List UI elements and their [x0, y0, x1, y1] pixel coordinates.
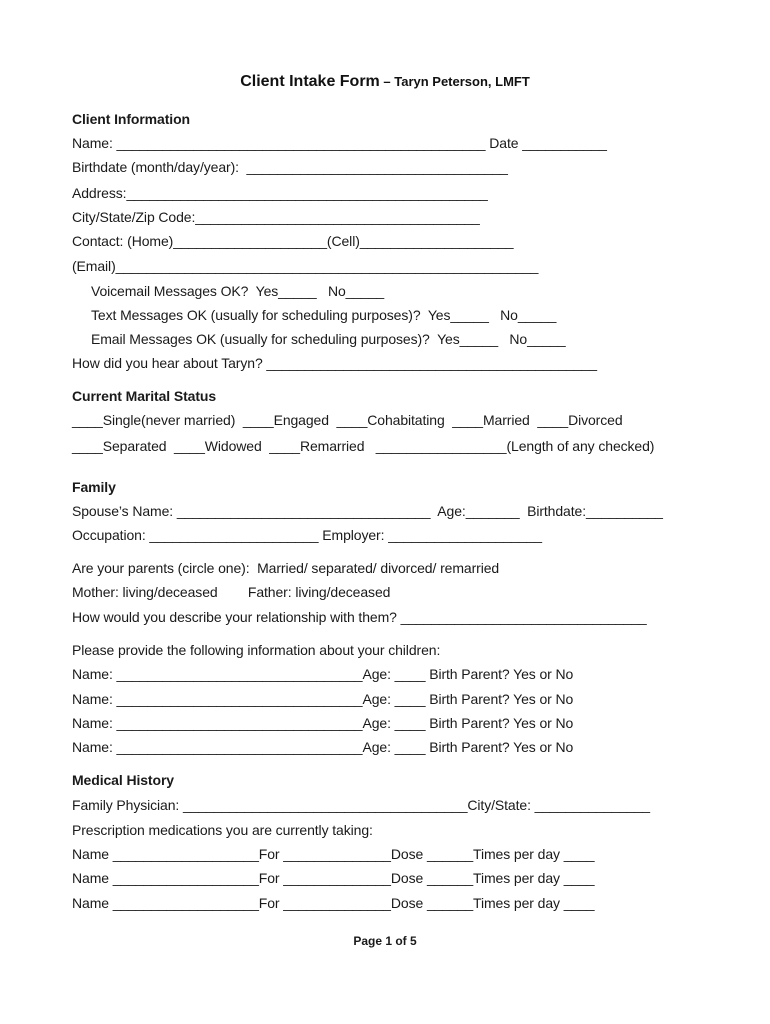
voicemail-ok-field[interactable]: Voicemail Messages OK? Yes_____ No_____	[91, 283, 385, 299]
form-title-main: Client Intake Form	[240, 73, 380, 90]
form-title	[0, 73, 770, 91]
client-info-heading: Client Information	[72, 111, 190, 127]
text-messages-ok-field[interactable]: Text Messages OK (usually for scheduling purposes)? Yes_____ No_____	[91, 307, 557, 323]
medication-row[interactable]: Name ___________________For ______________Dose ______Times per day ____	[72, 846, 595, 862]
parents-status-field[interactable]: Are your parents (circle one): Married/ separated/ divorced/ remarried	[72, 560, 500, 576]
child-row[interactable]: Name: ________________________________Age: ____ Birth Parent? Yes or No	[72, 691, 574, 707]
address-field[interactable]: Address:_______________________________________________	[72, 185, 488, 201]
medication-row[interactable]: Name ___________________For ______________Dose ______Times per day ____	[72, 895, 595, 911]
marital-status-options-row-2[interactable]: ____Separated ____Widowed ____Remarried _________________(Length of any checked)	[72, 438, 655, 454]
mother-father-status-field[interactable]: Mother: living/deceased Father: living/deceased	[72, 584, 391, 600]
contact-phone-field[interactable]: Contact: (Home)____________________(Cell)____________________	[72, 233, 514, 249]
family-physician-field[interactable]: Family Physician: _____________________________________City/State: _______________	[72, 797, 650, 813]
city-state-zip-field[interactable]: City/State/Zip Code:_____________________________________	[72, 209, 480, 225]
child-row[interactable]: Name: ________________________________Age: ____ Birth Parent? Yes or No	[72, 739, 574, 755]
occupation-employer-field[interactable]: Occupation: ______________________ Employer: ____________________	[72, 527, 542, 543]
referral-source-field[interactable]: How did you hear about Taryn? ___________________________________________	[72, 355, 597, 371]
prescriptions-prompt: Prescription medications you are currently taking:	[72, 822, 373, 838]
marital-status-options-row-1[interactable]: ____Single(never married) ____Engaged ____Cohabitating ____Married ____Divorced	[72, 412, 623, 428]
children-prompt: Please provide the following information about your children:	[72, 642, 441, 658]
birthdate-field[interactable]: Birthdate (month/day/year): __________________________________	[72, 159, 508, 175]
email-messages-ok-field[interactable]: Email Messages OK (usually for scheduling purposes)? Yes_____ No_____	[91, 331, 566, 347]
name-date-field[interactable]: Name: ________________________________________________ Date ___________	[72, 135, 607, 151]
page-number: Page 1 of 5	[353, 934, 417, 948]
medication-row[interactable]: Name ___________________For ______________Dose ______Times per day ____	[72, 870, 595, 886]
marital-status-heading: Current Marital Status	[72, 388, 217, 404]
child-row[interactable]: Name: ________________________________Age: ____ Birth Parent? Yes or No	[72, 715, 574, 731]
spouse-field[interactable]: Spouse’s Name: _________________________________ Age:_______ Birthdate:__________	[72, 503, 663, 519]
form-title-sub: – Taryn Peterson, LMFT	[379, 74, 530, 89]
email-field[interactable]: (Email)_______________________________________________________	[72, 258, 539, 274]
medical-history-heading: Medical History	[72, 772, 174, 788]
parent-relationship-field[interactable]: How would you describe your relationship with them? ________________________________	[72, 609, 647, 625]
family-heading: Family	[72, 479, 116, 495]
child-row[interactable]: Name: ________________________________Age: ____ Birth Parent? Yes or No	[72, 666, 574, 682]
